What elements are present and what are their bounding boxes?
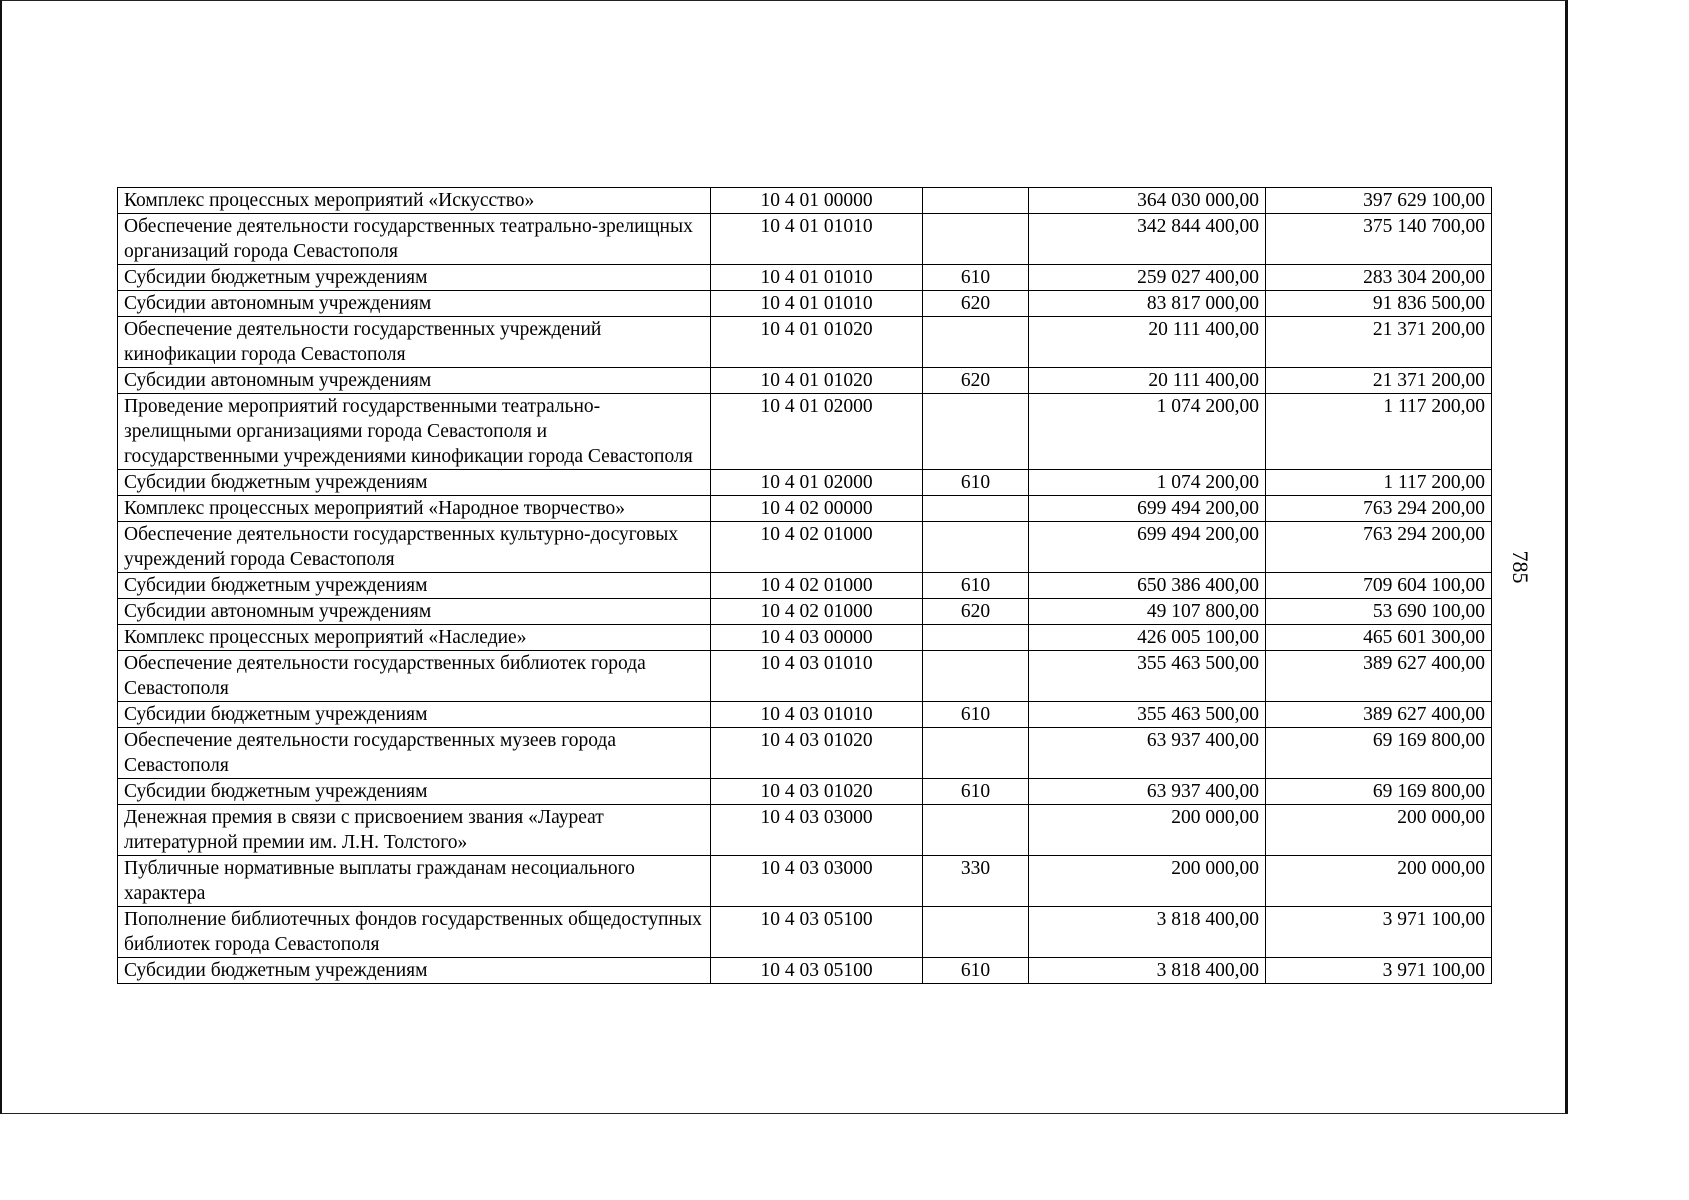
cell-amount-year-1: 355 463 500,00 <box>1029 651 1266 702</box>
cell-amount-year-1: 650 386 400,00 <box>1029 573 1266 599</box>
cell-amount-year-1: 699 494 200,00 <box>1029 496 1266 522</box>
cell-expense-type <box>923 394 1029 470</box>
table-row <box>118 958 1492 984</box>
cell-name: Публичные нормативные выплаты гражданам несоциального характера <box>118 856 711 907</box>
table-row <box>118 214 1492 265</box>
table-row <box>118 728 1492 779</box>
cell-target-code: 10 4 01 01020 <box>711 317 923 368</box>
cell-target-code: 10 4 03 03000 <box>711 856 923 907</box>
cell-target-code: 10 4 02 01000 <box>711 573 923 599</box>
cell-amount-year-2: 69 169 800,00 <box>1266 779 1492 805</box>
cell-amount-year-2: 91 836 500,00 <box>1266 291 1492 317</box>
table-row <box>118 368 1492 394</box>
cell-amount-year-1: 63 937 400,00 <box>1029 779 1266 805</box>
cell-target-code: 10 4 03 03000 <box>711 805 923 856</box>
cell-expense-type <box>923 651 1029 702</box>
cell-amount-year-2: 1 117 200,00 <box>1266 470 1492 496</box>
cell-amount-year-1: 3 818 400,00 <box>1029 958 1266 984</box>
cell-amount-year-2: 3 971 100,00 <box>1266 907 1492 958</box>
cell-name: Обеспечение деятельности государственных театрально-зрелищных организаций города Севастополя <box>118 214 711 265</box>
cell-amount-year-1: 20 111 400,00 <box>1029 368 1266 394</box>
cell-amount-year-2: 200 000,00 <box>1266 856 1492 907</box>
cell-target-code: 10 4 01 02000 <box>711 394 923 470</box>
cell-target-code: 10 4 01 01010 <box>711 214 923 265</box>
table-row <box>118 856 1492 907</box>
cell-name: Пополнение библиотечных фондов государственных общедоступных библиотек города Севастополя <box>118 907 711 958</box>
cell-expense-type: 610 <box>923 573 1029 599</box>
cell-expense-type: 610 <box>923 702 1029 728</box>
cell-name: Проведение мероприятий государственными театрально-зрелищными организациями города Севастополя и государственными учреждениями кинофикации города Севастополя <box>118 394 711 470</box>
cell-amount-year-2: 283 304 200,00 <box>1266 265 1492 291</box>
cell-expense-type <box>923 496 1029 522</box>
cell-target-code: 10 4 03 01020 <box>711 728 923 779</box>
cell-expense-type: 330 <box>923 856 1029 907</box>
cell-target-code: 10 4 01 01010 <box>711 291 923 317</box>
cell-name: Обеспечение деятельности государственных библиотек города Севастополя <box>118 651 711 702</box>
cell-name: Комплекс процессных мероприятий «Народное творчество» <box>118 496 711 522</box>
table-row <box>118 779 1492 805</box>
cell-amount-year-2: 763 294 200,00 <box>1266 522 1492 573</box>
cell-target-code: 10 4 01 02000 <box>711 470 923 496</box>
cell-name: Субсидии автономным учреждениям <box>118 368 711 394</box>
cell-expense-type <box>923 317 1029 368</box>
table-row <box>118 188 1492 214</box>
cell-amount-year-2: 375 140 700,00 <box>1266 214 1492 265</box>
cell-name: Обеспечение деятельности государственных учреждений кинофикации города Севастополя <box>118 317 711 368</box>
table-row <box>118 702 1492 728</box>
table-row <box>118 573 1492 599</box>
cell-target-code: 10 4 01 01020 <box>711 368 923 394</box>
cell-expense-type <box>923 214 1029 265</box>
page-number: 785 <box>1508 550 1533 584</box>
cell-amount-year-2: 200 000,00 <box>1266 805 1492 856</box>
cell-expense-type: 620 <box>923 599 1029 625</box>
budget-table-body <box>118 188 1492 984</box>
cell-amount-year-2: 3 971 100,00 <box>1266 958 1492 984</box>
cell-target-code: 10 4 02 01000 <box>711 599 923 625</box>
cell-expense-type: 610 <box>923 958 1029 984</box>
cell-target-code: 10 4 01 00000 <box>711 188 923 214</box>
cell-name: Комплекс процессных мероприятий «Искусство» <box>118 188 711 214</box>
budget-table <box>117 187 1492 984</box>
table-row <box>118 651 1492 702</box>
cell-amount-year-1: 83 817 000,00 <box>1029 291 1266 317</box>
cell-amount-year-1: 355 463 500,00 <box>1029 702 1266 728</box>
cell-amount-year-1: 20 111 400,00 <box>1029 317 1266 368</box>
cell-name: Субсидии бюджетным учреждениям <box>118 265 711 291</box>
cell-amount-year-2: 709 604 100,00 <box>1266 573 1492 599</box>
cell-name: Субсидии бюджетным учреждениям <box>118 470 711 496</box>
cell-amount-year-1: 3 818 400,00 <box>1029 907 1266 958</box>
cell-target-code: 10 4 03 00000 <box>711 625 923 651</box>
cell-expense-type: 610 <box>923 265 1029 291</box>
cell-expense-type: 610 <box>923 779 1029 805</box>
table-row <box>118 496 1492 522</box>
cell-amount-year-2: 1 117 200,00 <box>1266 394 1492 470</box>
cell-expense-type <box>923 625 1029 651</box>
cell-name: Денежная премия в связи с присвоением звания «Лауреат литературной премии им. Л.Н. Толстого» <box>118 805 711 856</box>
cell-amount-year-2: 389 627 400,00 <box>1266 651 1492 702</box>
cell-amount-year-1: 1 074 200,00 <box>1029 470 1266 496</box>
cell-target-code: 10 4 03 05100 <box>711 907 923 958</box>
cell-target-code: 10 4 02 01000 <box>711 522 923 573</box>
cell-expense-type <box>923 522 1029 573</box>
cell-amount-year-1: 426 005 100,00 <box>1029 625 1266 651</box>
cell-name: Обеспечение деятельности государственных культурно-досуговых учреждений города Севастополя <box>118 522 711 573</box>
cell-target-code: 10 4 01 01010 <box>711 265 923 291</box>
cell-expense-type <box>923 188 1029 214</box>
cell-name: Комплекс процессных мероприятий «Наследие» <box>118 625 711 651</box>
table-row <box>118 394 1492 470</box>
table-row <box>118 599 1492 625</box>
cell-amount-year-2: 389 627 400,00 <box>1266 702 1492 728</box>
cell-amount-year-2: 21 371 200,00 <box>1266 368 1492 394</box>
cell-amount-year-2: 53 690 100,00 <box>1266 599 1492 625</box>
cell-amount-year-1: 259 027 400,00 <box>1029 265 1266 291</box>
cell-name: Субсидии бюджетным учреждениям <box>118 958 711 984</box>
cell-expense-type: 620 <box>923 291 1029 317</box>
cell-name: Субсидии бюджетным учреждениям <box>118 573 711 599</box>
cell-amount-year-2: 397 629 100,00 <box>1266 188 1492 214</box>
cell-amount-year-1: 200 000,00 <box>1029 856 1266 907</box>
table-row <box>118 625 1492 651</box>
cell-amount-year-1: 1 074 200,00 <box>1029 394 1266 470</box>
cell-expense-type <box>923 907 1029 958</box>
cell-target-code: 10 4 03 01020 <box>711 779 923 805</box>
table-row <box>118 907 1492 958</box>
cell-amount-year-1: 49 107 800,00 <box>1029 599 1266 625</box>
table-row <box>118 522 1492 573</box>
cell-target-code: 10 4 03 05100 <box>711 958 923 984</box>
cell-amount-year-2: 465 601 300,00 <box>1266 625 1492 651</box>
table-row <box>118 470 1492 496</box>
cell-amount-year-1: 342 844 400,00 <box>1029 214 1266 265</box>
cell-name: Субсидии автономным учреждениям <box>118 291 711 317</box>
cell-expense-type: 620 <box>923 368 1029 394</box>
cell-expense-type <box>923 728 1029 779</box>
cell-amount-year-1: 63 937 400,00 <box>1029 728 1266 779</box>
table-row <box>118 291 1492 317</box>
cell-expense-type: 610 <box>923 470 1029 496</box>
cell-expense-type <box>923 805 1029 856</box>
cell-name: Обеспечение деятельности государственных музеев города Севастополя <box>118 728 711 779</box>
cell-amount-year-1: 699 494 200,00 <box>1029 522 1266 573</box>
cell-target-code: 10 4 03 01010 <box>711 702 923 728</box>
cell-target-code: 10 4 02 00000 <box>711 496 923 522</box>
cell-name: Субсидии бюджетным учреждениям <box>118 779 711 805</box>
cell-amount-year-2: 21 371 200,00 <box>1266 317 1492 368</box>
cell-name: Субсидии бюджетным учреждениям <box>118 702 711 728</box>
cell-amount-year-1: 364 030 000,00 <box>1029 188 1266 214</box>
table-row <box>118 265 1492 291</box>
cell-name: Субсидии автономным учреждениям <box>118 599 711 625</box>
cell-target-code: 10 4 03 01010 <box>711 651 923 702</box>
cell-amount-year-1: 200 000,00 <box>1029 805 1266 856</box>
cell-amount-year-2: 763 294 200,00 <box>1266 496 1492 522</box>
table-row <box>118 317 1492 368</box>
cell-amount-year-2: 69 169 800,00 <box>1266 728 1492 779</box>
table-row <box>118 805 1492 856</box>
